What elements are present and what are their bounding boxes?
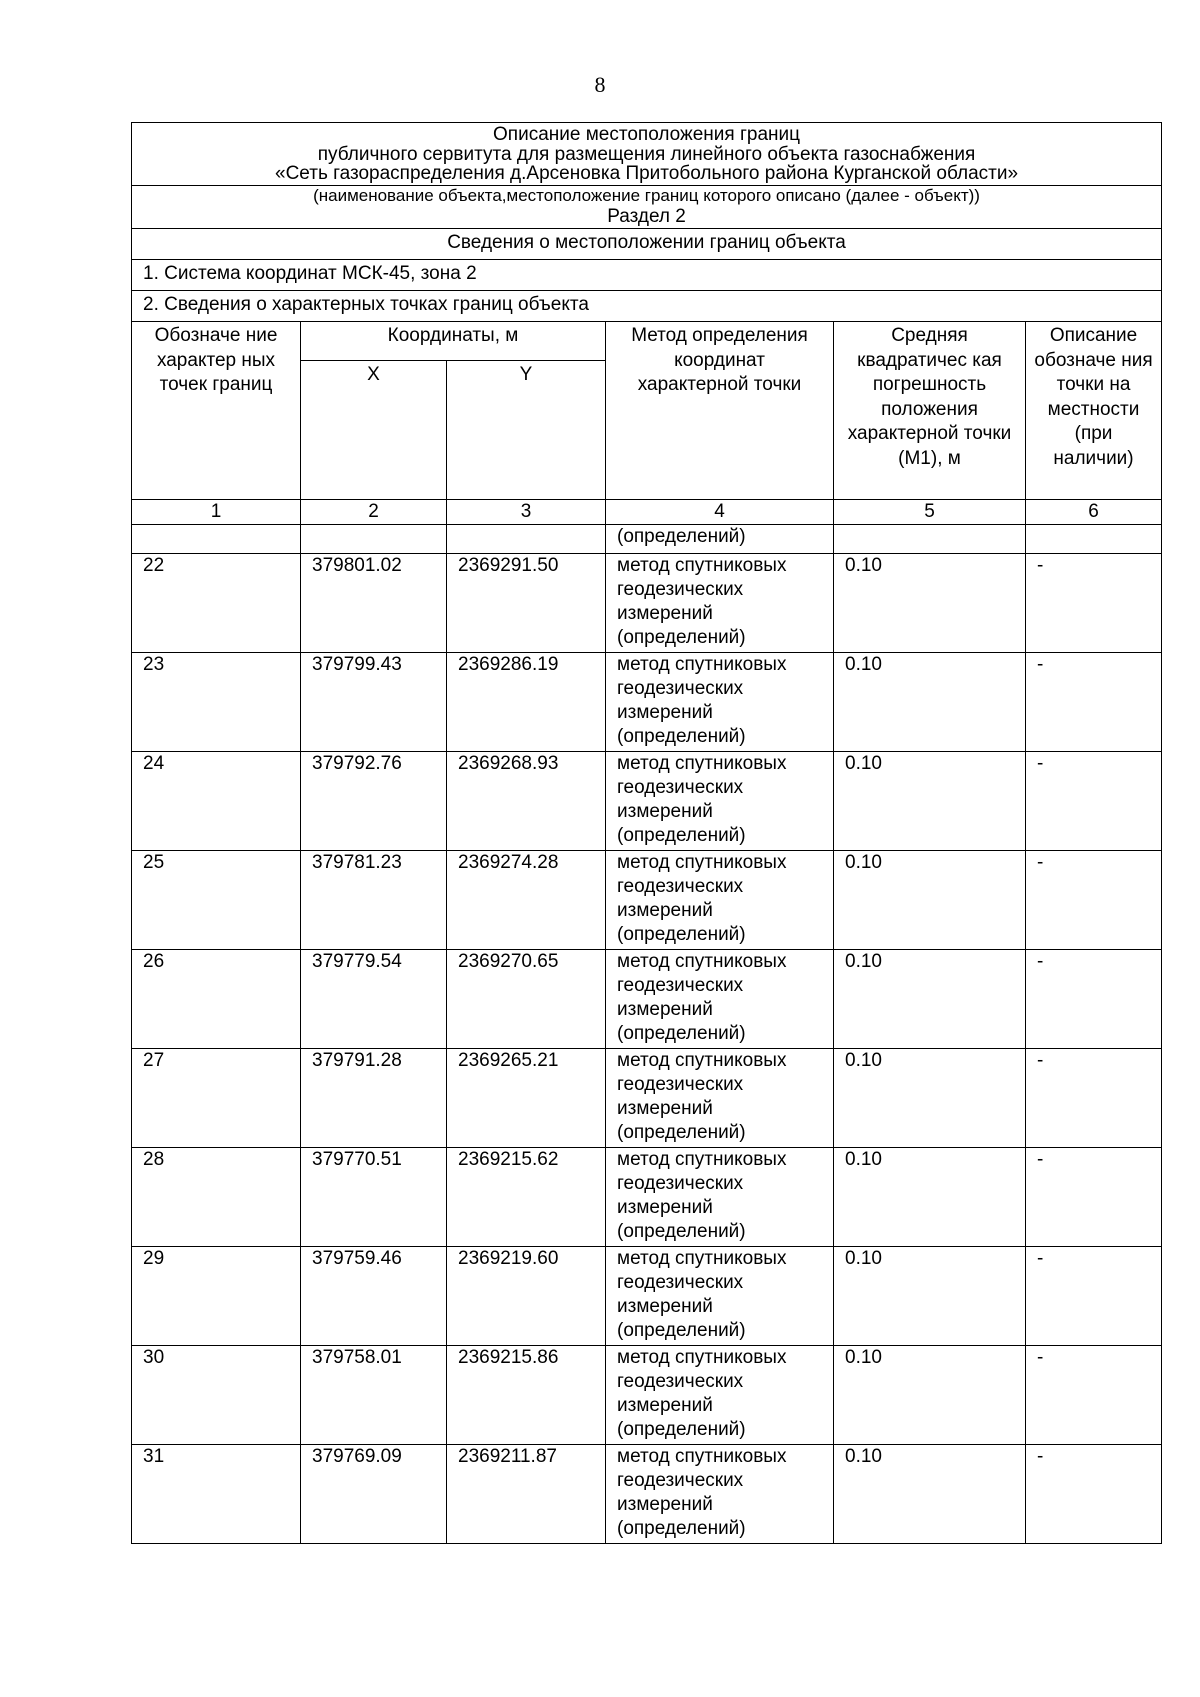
point-description: - <box>1026 851 1162 950</box>
point-id: 22 <box>132 554 301 653</box>
method: метод спутниковых геодезических измерений (определений) <box>606 1049 834 1148</box>
table-row <box>132 554 1162 653</box>
method: метод спутниковых геодезических измерений (определений) <box>606 1247 834 1346</box>
point-description: - <box>1026 1247 1162 1346</box>
y-coordinate: 2369215.62 <box>447 1148 606 1247</box>
object-caption <box>132 186 1162 229</box>
y-coordinate: 2369268.93 <box>447 752 606 851</box>
col-number: 6 <box>1026 500 1162 525</box>
x-coordinate: 379770.51 <box>301 1148 447 1247</box>
title-line: Описание местоположения границ <box>493 124 801 145</box>
table-row <box>132 1346 1162 1445</box>
x-coordinate: 379758.01 <box>301 1346 447 1445</box>
mean-error: 0.10 <box>834 1346 1026 1445</box>
y-coordinate: 2369219.60 <box>447 1247 606 1346</box>
point-description: - <box>1026 653 1162 752</box>
table-row <box>132 1148 1162 1247</box>
point-description: - <box>1026 554 1162 653</box>
mean-error: 0.10 <box>834 554 1026 653</box>
point-id: 24 <box>132 752 301 851</box>
x-coordinate: 379801.02 <box>301 554 447 653</box>
col-number: 4 <box>606 500 834 525</box>
point-description: - <box>1026 752 1162 851</box>
point-description: - <box>1026 950 1162 1049</box>
section-label: Раздел 2 <box>607 206 686 227</box>
boundary-table <box>131 122 1162 1544</box>
method: метод спутниковых геодезических измерений (определений) <box>606 851 834 950</box>
y-coordinate: 2369291.50 <box>447 554 606 653</box>
point-description: - <box>1026 1346 1162 1445</box>
y-coordinate: 2369274.28 <box>447 851 606 950</box>
point-id: 28 <box>132 1148 301 1247</box>
col-number: 5 <box>834 500 1026 525</box>
point-description: - <box>1026 1445 1162 1544</box>
y-coordinate: 2369265.21 <box>447 1049 606 1148</box>
method: метод спутниковых геодезических измерений (определений) <box>606 1445 834 1544</box>
document-title <box>132 123 1162 186</box>
x-coordinate: 379769.09 <box>301 1445 447 1544</box>
col-number: 3 <box>447 500 606 525</box>
y-coordinate: 2369215.86 <box>447 1346 606 1445</box>
point-description: - <box>1026 1049 1162 1148</box>
point-id: 27 <box>132 1049 301 1148</box>
table-row <box>132 1247 1162 1346</box>
table-row <box>132 752 1162 851</box>
y-coordinate: 2369211.87 <box>447 1445 606 1544</box>
x-coordinate: 379791.28 <box>301 1049 447 1148</box>
col-header-y: Y <box>447 361 606 500</box>
mean-error: 0.10 <box>834 653 1026 752</box>
mean-error: 0.10 <box>834 950 1026 1049</box>
continuation-text: (определений) <box>606 525 834 554</box>
x-coordinate: 379781.23 <box>301 851 447 950</box>
info-title: Сведения о местоположении границ объекта <box>132 229 1162 260</box>
col-header-coords: Координаты, м <box>301 322 606 361</box>
y-coordinate: 2369270.65 <box>447 950 606 1049</box>
point-id: 31 <box>132 1445 301 1544</box>
point-id: 30 <box>132 1346 301 1445</box>
y-coordinate: 2369286.19 <box>447 653 606 752</box>
table-row <box>132 851 1162 950</box>
coordinate-system: 1. Система координат МСК-45, зона 2 <box>132 260 1162 291</box>
point-description: - <box>1026 1148 1162 1247</box>
title-line: публичного сервитута для размещения линейного объекта газоснабжения <box>317 143 976 165</box>
continuation-row <box>132 525 1162 554</box>
col-number: 2 <box>301 500 447 525</box>
mean-error: 0.10 <box>834 1148 1026 1247</box>
mean-error: 0.10 <box>834 1445 1026 1544</box>
method: метод спутниковых геодезических измерений (определений) <box>606 653 834 752</box>
table-row <box>132 950 1162 1049</box>
table-row <box>132 653 1162 752</box>
method: метод спутниковых геодезических измерений (определений) <box>606 950 834 1049</box>
point-id: 29 <box>132 1247 301 1346</box>
mean-error: 0.10 <box>834 851 1026 950</box>
point-id: 23 <box>132 653 301 752</box>
col-header-error: Средняя квадратичес кая погрешность положения характерной точки (М1), м <box>834 322 1026 500</box>
col-header-point: Обозначе ние характер ных точек границ <box>132 322 301 500</box>
method: метод спутниковых геодезических измерений (определений) <box>606 1346 834 1445</box>
mean-error: 0.10 <box>834 1247 1026 1346</box>
point-id: 26 <box>132 950 301 1049</box>
table-row <box>132 1049 1162 1148</box>
x-coordinate: 379779.54 <box>301 950 447 1049</box>
mean-error: 0.10 <box>834 752 1026 851</box>
x-coordinate: 379792.76 <box>301 752 447 851</box>
col-header-description: Описание обозначе ния точки на местности (при наличии) <box>1026 322 1162 500</box>
title-line: «Сеть газораспределения д.Арсеновка Притобольного района Курганской области» <box>275 163 1019 184</box>
col-number: 1 <box>132 500 301 525</box>
points-title: 2. Сведения о характерных точках границ объекта <box>132 291 1162 322</box>
x-coordinate: 379759.46 <box>301 1247 447 1346</box>
col-header-x: X <box>301 361 447 500</box>
x-coordinate: 379799.43 <box>301 653 447 752</box>
point-id: 25 <box>132 851 301 950</box>
method: метод спутниковых геодезических измерений (определений) <box>606 752 834 851</box>
method: метод спутниковых геодезических измерений (определений) <box>606 554 834 653</box>
page-number: 8 <box>594 72 606 97</box>
object-subtitle: (наименование объекта,местоположение границ которого описано (далее - объект)) <box>313 186 980 205</box>
col-header-method: Метод определения координат характерной точки <box>606 322 834 500</box>
method: метод спутниковых геодезических измерений (определений) <box>606 1148 834 1247</box>
table-row <box>132 1445 1162 1544</box>
boundary-document <box>131 122 1161 1544</box>
mean-error: 0.10 <box>834 1049 1026 1148</box>
